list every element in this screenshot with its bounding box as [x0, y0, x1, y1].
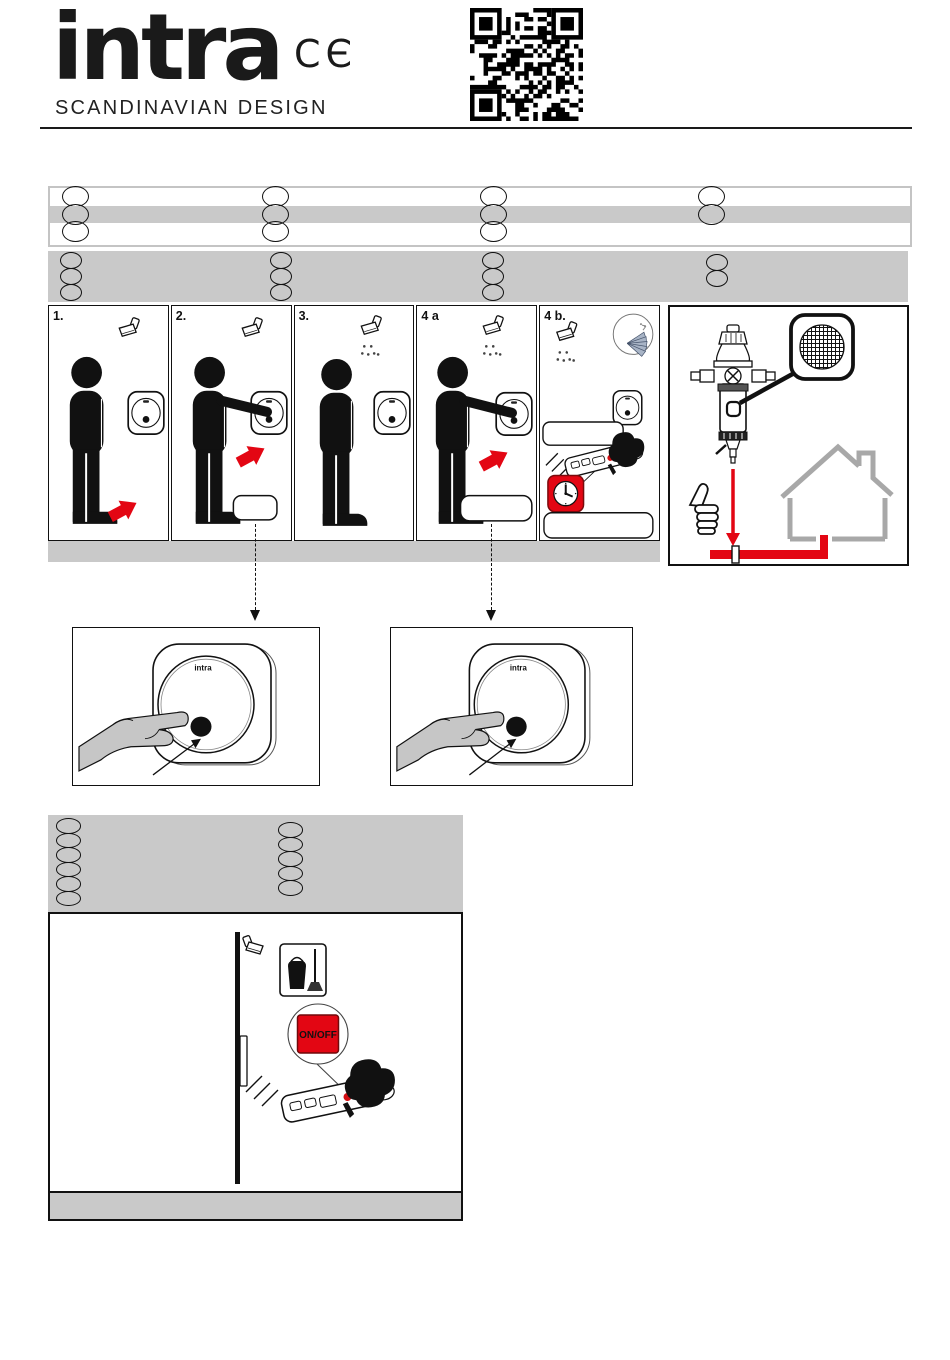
redacted-text-oval — [706, 270, 728, 287]
instruction-label-box — [543, 422, 623, 445]
plate-logo: intra — [194, 663, 212, 673]
oval-column — [278, 822, 303, 895]
plate-logo: intra — [509, 663, 527, 673]
redacted-language-table — [48, 186, 912, 247]
instruction-steps-row — [48, 305, 660, 541]
dashed-arrow — [491, 524, 492, 610]
step-panel-2 — [171, 305, 292, 541]
shower-head-icon — [361, 315, 381, 334]
redacted-text-oval — [698, 204, 725, 225]
step-panel-3 — [294, 305, 415, 541]
signal-waves-icon — [246, 1076, 278, 1106]
control-plate-side — [240, 1036, 247, 1086]
oval-column — [56, 818, 81, 905]
redacted-text-oval — [480, 221, 507, 242]
person-figure — [319, 359, 367, 526]
redacted-text-oval — [62, 221, 89, 242]
shower-head-icon — [557, 321, 577, 340]
redacted-text-oval — [56, 818, 81, 834]
redacted-text-oval — [482, 252, 504, 269]
dashed-arrow-head — [250, 610, 260, 621]
thumbs-up-icon — [690, 484, 718, 534]
step-panel-1 — [48, 305, 169, 541]
shower-head-icon — [242, 317, 262, 336]
remote-control — [276, 1054, 401, 1131]
wall-control-device — [374, 392, 410, 434]
redacted-text-oval — [278, 837, 303, 853]
person-figure — [70, 357, 118, 524]
redacted-text-oval — [278, 822, 303, 838]
step-label: 1. — [53, 309, 64, 323]
approach-arrow-icon — [233, 439, 269, 472]
timer-icon — [548, 475, 584, 511]
water-drops-icon — [483, 345, 501, 356]
step-label: 3. — [298, 309, 310, 323]
water-drops-icon — [557, 351, 575, 362]
redacted-text-oval — [60, 284, 82, 301]
redacted-text-oval — [482, 284, 504, 301]
drain-arrow-head — [726, 533, 740, 546]
button-press-detail-panel-2 — [390, 627, 633, 786]
redacted-text-oval — [56, 862, 81, 878]
step-label: 4 b. — [544, 309, 566, 323]
table-row — [50, 206, 910, 224]
table-row — [50, 188, 910, 206]
shower-head-icon — [243, 935, 263, 954]
dashed-arrow-head — [486, 610, 496, 621]
header-divider — [40, 127, 912, 129]
pipe-valve-tick — [732, 546, 739, 563]
step-label: 2. — [175, 309, 187, 323]
cleaning-mode-panel — [48, 912, 463, 1193]
redacted-text-oval — [482, 268, 504, 285]
on-off-magnifier — [288, 1004, 348, 1092]
redacted-notes-block — [48, 251, 908, 302]
oval-column — [482, 252, 504, 300]
on-off-label: ON/OFF — [299, 1030, 337, 1041]
table-row — [50, 223, 910, 241]
house-icon — [782, 447, 892, 539]
approach-arrow-icon — [477, 443, 513, 476]
redacted-notes-header — [48, 815, 463, 912]
redacted-text-oval — [706, 254, 728, 271]
redacted-text-oval — [278, 866, 303, 882]
brand-tagline: SCANDINAVIAN DESIGN — [55, 97, 328, 119]
start-button — [191, 717, 212, 737]
redacted-text-oval — [270, 268, 292, 285]
wall-line — [235, 932, 240, 1184]
instruction-label-box — [233, 496, 277, 520]
brand-logo: intra — [52, 0, 281, 101]
instruction-label-box — [544, 513, 653, 538]
water-drops-icon — [361, 345, 379, 356]
redacted-text-oval — [270, 252, 292, 269]
ce-mark: CЄ — [294, 32, 358, 76]
redacted-text-oval — [56, 847, 81, 863]
step-panel-4a — [416, 305, 537, 541]
mesh-magnifier — [791, 315, 853, 379]
filter-valve — [691, 325, 775, 463]
shower-head-icon — [484, 315, 504, 334]
qr-code-icon — [470, 8, 583, 121]
instruction-label-box — [461, 496, 532, 521]
step-panel-4b — [539, 305, 660, 541]
oval-column — [60, 252, 82, 300]
shower-head-icon — [119, 317, 139, 336]
oval-column — [270, 252, 292, 300]
filter-valve-panel — [668, 305, 909, 566]
redacted-text-oval — [262, 221, 289, 242]
gray-divider-band — [48, 541, 660, 562]
redacted-text-oval — [56, 876, 81, 892]
redacted-text-oval — [56, 891, 81, 907]
redacted-text-oval — [278, 880, 303, 896]
wall-control-device — [128, 392, 164, 434]
bottom-gray-band — [48, 1191, 463, 1221]
redacted-text-oval — [60, 252, 82, 269]
redacted-text-oval — [278, 851, 303, 867]
spray-fan-icon — [613, 314, 653, 359]
valve-filter-window — [727, 402, 740, 416]
redacted-text-oval — [56, 833, 81, 849]
cleaning-kit-icon — [280, 944, 326, 996]
oval-column — [706, 254, 728, 286]
button-press-detail-panel-1 — [72, 627, 320, 786]
start-button — [506, 717, 527, 737]
dashed-arrow — [255, 524, 256, 610]
step-label: 4 a — [421, 309, 439, 323]
wall-control-device — [613, 391, 642, 425]
redacted-text-oval — [270, 284, 292, 301]
person-figure — [193, 357, 241, 524]
redacted-text-oval — [60, 268, 82, 285]
